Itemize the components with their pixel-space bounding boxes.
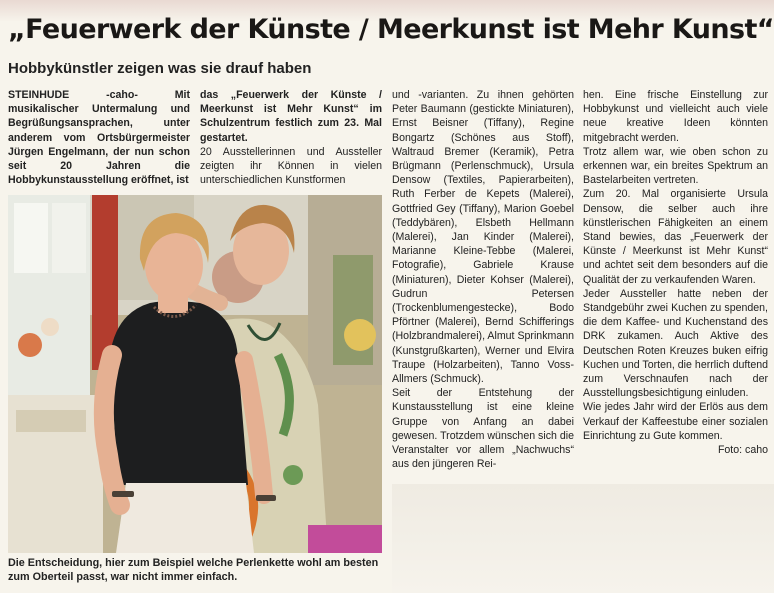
body-paragraph: Zum 20. Mal organisierte Ursula Densow, die selber auch ihre künstlerischen Fähigkeiten an einem Stand bewies, das „Feuerwerk der Künste / Meerkunst ist Mehr Kunst“ und achtet seit dem besonders auf die Qualität der zu verkaufenden Waren. — [583, 188, 768, 286]
photo-credit: Foto: caho — [717, 444, 768, 457]
body-paragraph: hen. Eine frische Einstellung zur Hobbykunst und vielleicht auch viele neue kreative Ideen könnten mitgebracht werden. — [583, 89, 768, 144]
subheadline: Hobbykünstler zeigen was sie drauf haben — [8, 60, 312, 77]
body-paragraph: Wie jedes Jahr wird der Erlös aus dem Verkauf der Kaffeestube einer sozialen Einrichtung zu Gute kommen. — [583, 401, 768, 442]
lead-paragraph: STEINHUDE -caho- Mit musikalischer Untermalung und Begrüßungsansprachen, unter anderem vom Ortsbürgermeister Jürgen Engelmann, der nun schon seit 20 Jahren die Hobbykunstausstellung eröffnet, ist — [8, 89, 190, 187]
body-paragraph: Jeder Aussteller hatte neben der Standgebühr zwei Kuchen zu spenden, die dem Kaffee- und Kuchenstand des DRK zukamen. Auch Aktive des Deutschen Roten Kreuzes buken eifrig Kuchen und Torten, die herrlich duftend zum Verschnaufen nach der Ausstellungsbesichtigung einluden. — [583, 287, 768, 400]
blank-paper-area — [392, 484, 774, 593]
column-2 — [200, 88, 382, 188]
headline: „Feuerwerk der Künste / Meerkunst ist Mehr Kunst“ — [8, 14, 774, 45]
column-1 — [8, 88, 190, 188]
body-paragraph: Seit der Entstehung der Kunstausstellung ist eine kleine Gruppe von Anfang an dabei gewesen. Trotzdem wünschen sich die Veranstalter vor allem „Nachwuchs“ aus den jüngeren Rei- — [392, 387, 574, 471]
photo-caption: Die Entscheidung, hier zum Beispiel welche Perlenkette wohl am besten zum Oberteil passt, war nicht immer einfach. — [8, 557, 379, 583]
lead-paragraph-continued: das „Feuerwerk der Künste / Meerkunst ist Mehr Kunst“ im Schulzentrum festlich zum 23. Mal gestartet. — [200, 89, 382, 144]
exhibitor-list-paragraph: und -varianten. Zu ihnen gehörten Peter Baumann (gestickte Miniaturen), Ernst Beisner (Tiffany), Regine Bongartz (Schönes aus Stoff), Waltraud Bremer (Keramik), Petra Brügmann (Perlenschmuck), Ursula Densow (Textiles, Papierarbeiten), Ruth Ferber de Kepets (Malerei), Gottfried Gey (Tiffany), Marion Goebel (Teddybären), Elsbeth Hellmann (Malerei), Jan Kinder (Malerei), Marianne Kleine-Tebbe (Malerei, Fotografie), Gabriele Krause (Miniaturen), Dieter Kohser (Malerei), Gudrun Petersen (Trockenblumengestecke), Bodo Pförtner (Malerei), Bernd Schifferings (Holzbrandmalerei), Almut Sprinkmann (Kunstgrußkarten), Werner und Elvira Traupe (Holzarbeiten), Tanno Voss-Allmers (Schmuck). — [392, 89, 574, 386]
column-3 — [392, 88, 574, 480]
body-paragraph: 20 Ausstellerinnen und Aussteller zeigten ihr Können in vielen unterschiedlichen Kunstformen — [200, 145, 382, 187]
photo-two-women-necklace — [8, 195, 382, 553]
body-paragraph: Trotz allem war, wie oben schon zu erkennen war, ein breites Spektrum an Bastelarbeiten vertreten. — [583, 145, 768, 187]
column-4 — [583, 88, 768, 480]
article-photo — [8, 195, 382, 553]
